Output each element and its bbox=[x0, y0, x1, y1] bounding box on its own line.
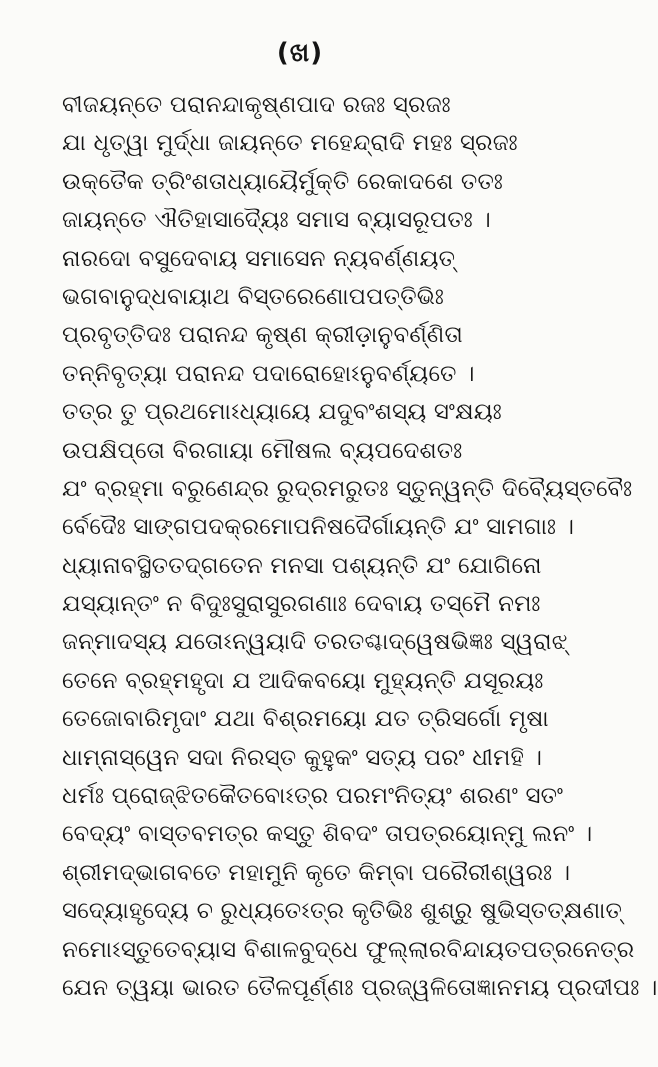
verse-line: ତେଜୋବାରିମୃଦାଂ ଯଥା ବିଶ୍ରମୟୋ ଯତ ତ୍ରିସର୍ଗୋ ମୃଷା bbox=[62, 706, 549, 733]
verse-line: ନାରଦୋ ବସୁଦେବାୟ ସମାସେନ ନ୍ୟବର୍ଣ୍ଣୟତ୍ bbox=[62, 245, 456, 272]
verse-line: ନମୋଽସ୍ତୁତେବ୍ୟାସ ବିଶାଳବୁଦ୍ଧେ ଫୁଲ୍ଲାରବିନ୍ଦାୟତପତ୍ରନେତ୍ର bbox=[62, 936, 635, 963]
verse-line: ତେନେ ବ୍ରହ୍ମହୃଦା ଯ ଆଦିକବୟୋ ମୁହ୍ୟନ୍ତି ଯସୂରୟଃ bbox=[62, 667, 544, 694]
verse-line: ଶ୍ରୀମଦ୍ଭାଗବତେ ମହାମୁନି କୃତେ କିମ୍ବା ପରୈରୀଶ୍ୱରଃ । bbox=[62, 859, 571, 886]
verse-line: ଉପକ୍ଷିପ୍ତୋ ବିରଗାୟା ମୌଷଲ ବ୍ୟପଦେଶତଃ bbox=[62, 437, 463, 464]
verse-line: ଯସ୍ୟାନ୍ତଂ ନ ବିଦୁଃସୁରାସୁରଗଣାଃ ଦେବାୟ ତସ୍ମୈ ନମଃ bbox=[62, 591, 541, 618]
verse-line: ତନ୍ନିବୃତ୍ୟା ପରାନନ୍ଦ ପଦାରୋହୋଽନୁବର୍ଣ୍ୟତେ । bbox=[62, 360, 475, 387]
verse-line: ବୀଜୟନ୍ତେ ପରାନନ୍ଦାକୃଷ୍ଣପାଦ ରଜଃ ସ୍ରଜଃ bbox=[62, 92, 451, 118]
verse-line: ଯଂ ବ୍ରହ୍ମା ବରୁଣେନ୍ଦ୍ର ରୁଦ୍ରମରୁତଃ ସ୍ତୁନ୍ୱନ୍ତି ଦିବ୍ୟୈସ୍ତବୈଃ bbox=[62, 475, 633, 502]
verse-line: ସଦ୍ୟୋହୃଦ୍ୟେ ଚ ରୁଧ୍ୟତେଽତ୍ର କୃତିଭିଃ ଶୁଶ୍ରୁ ଷୁଭିସ୍ତତ୍କ୍ଷଣାତ୍ bbox=[62, 898, 623, 925]
verse-line: ଯା ଧୃତ୍ୱା ମୁର୍ଦ୍ଧା ଜାୟନ୍ତେ ମହେନ୍ଦ୍ରାଦି ମହଃ ସ୍ରଜଃ bbox=[62, 130, 518, 157]
verse-line: ଜାୟନ୍ତେ ଐତିହାସାଦ୍ୟୈଃ ସମାସ ବ୍ୟାସରୂପତଃ । bbox=[62, 207, 491, 234]
verse-block bbox=[62, 86, 658, 1007]
verse-line: ଧାମ୍ନାସ୍ୱେନ ସଦା ନିରସ୍ତ କୁହୁକଂ ସତ୍ୟ ପରଂ ଧୀମହି । bbox=[62, 744, 543, 771]
verse-line: ଯେନ ତ୍ୱୟା ଭାରତ ତୈଳପୂର୍ଣ୍ଣଃ ପ୍ରଜ୍ୱଳିତୋଜ୍ଞାନମୟ ପ୍ରଦୀପଃ । bbox=[62, 974, 658, 1001]
verse-line: ପ୍ରବୃତ୍ତିଦଃ ପରାନନ୍ଦ କୃଷ୍ଣ କ୍ରୀଡ଼ାନୁବର୍ଣ୍ଣିତା bbox=[62, 322, 463, 349]
verse-line: ଭଗବାନୁଦ୍ଧବାୟାଥ ବିସ୍ତରେଣୋପପତ୍ତିଭିଃ bbox=[62, 283, 445, 310]
verse-line: ବେଦ୍ୟଂ ବାସ୍ତବମତ୍ର କସ୍ତୁ ଶିବଦଂ ତାପତ୍ରୟୋନ୍ମୁ ଲନଂ । bbox=[62, 821, 593, 848]
verse-line: ଜନ୍ମାଦସ୍ୟ ଯତୋଽନ୍ୱୟାଦି ତରତଶ୍ଚାଦ୍ୱେଷଭିଜ୍ଞଃ ସ୍ୱରାଝ୍ bbox=[62, 629, 568, 656]
verse-line: ଉକ୍ତୈକ ତ୍ରିଂଶତାଧ୍ୟାୟୈର୍ମୁକ୍ତି ରେକାଦଶେ ତତଃ bbox=[62, 168, 504, 195]
verse-line: ଧ୍ୟାନାବସ୍ଥିତତଦ୍ଗତେନ ମନସା ପଶ୍ୟନ୍ତି ଯଂ ଯୋଗିନୋ bbox=[62, 552, 542, 579]
verse-line: ତତ୍ର ତୁ ପ୍ରଥମୋଽଧ୍ୟାୟେ ଯଦୁବଂଶସ୍ୟ ସଂକ୍ଷୟଃ bbox=[62, 399, 502, 426]
section-heading: (ଖ) bbox=[276, 38, 324, 68]
verse-line: ଧର୍ମଃ ପ୍ରୋଜ୍ଝିତକୈତବୋଽତ୍ର ପରମଂନିତ୍ୟଂ ଶରଣଂ ସତଂ bbox=[62, 783, 564, 810]
verse-line: ର୍ବେଦୈଃ ସାଙ୍ଗପଦକ୍ରମୋପନିଷଦୈର୍ଗାୟନ୍ତି ଯଂ ସାମଗାଃ । bbox=[62, 514, 575, 541]
